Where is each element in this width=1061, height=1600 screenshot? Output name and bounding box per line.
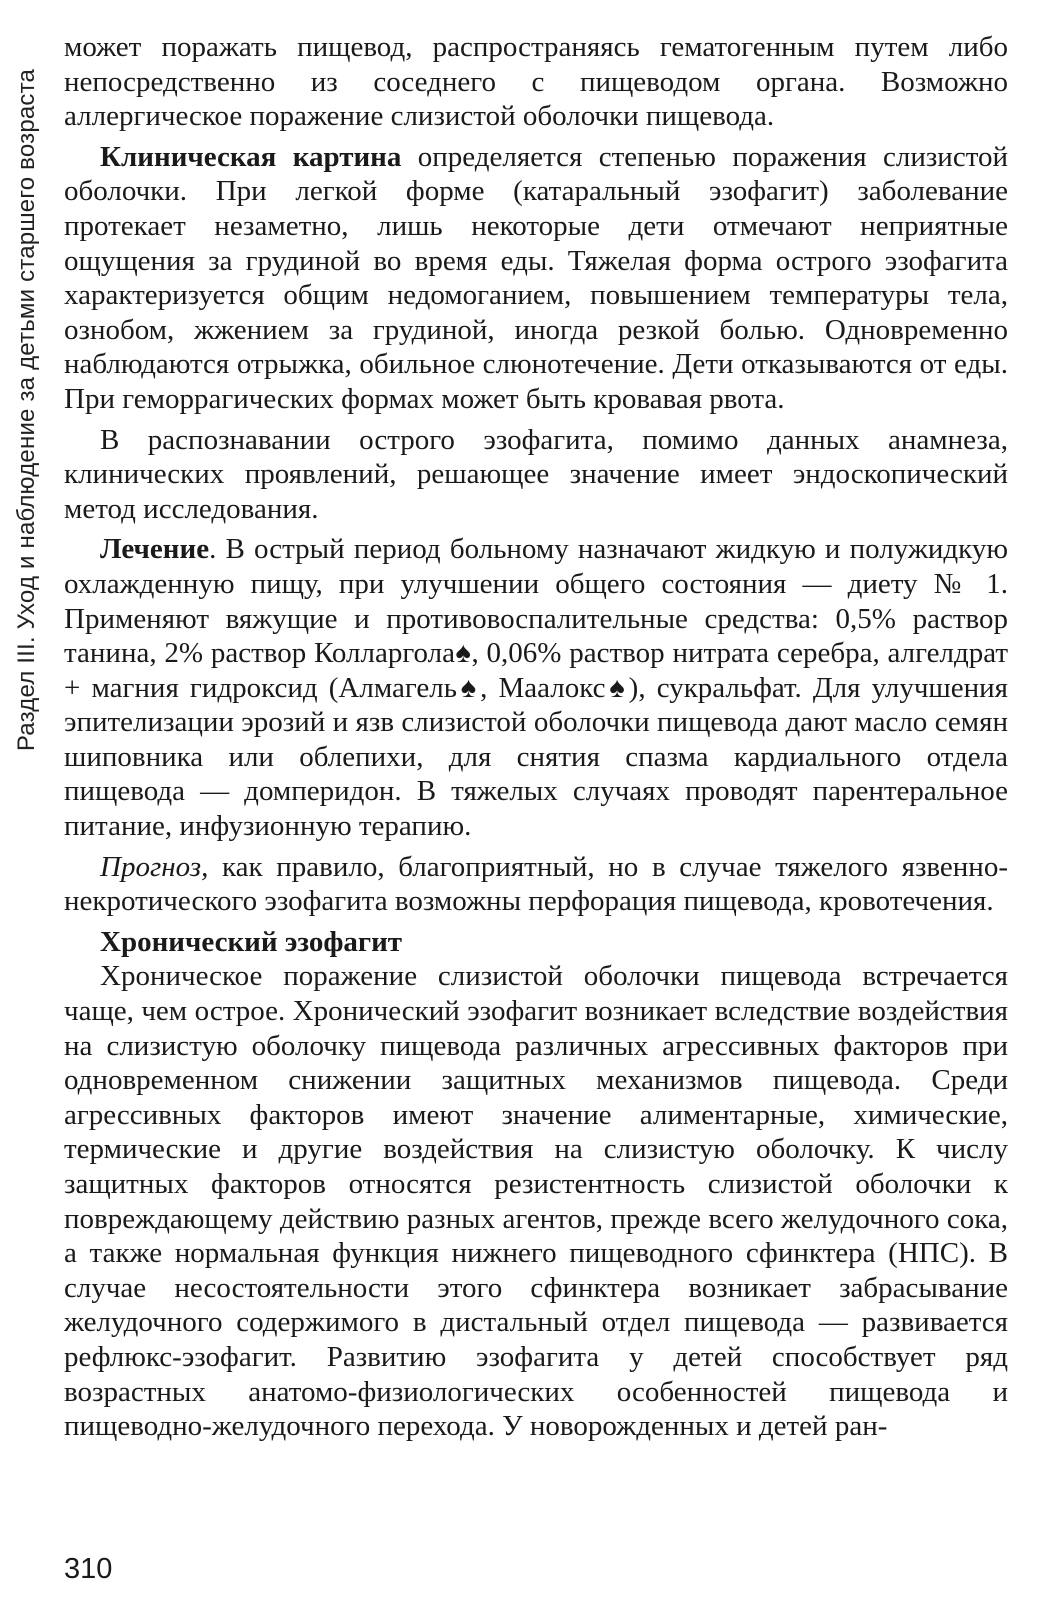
subheading-chronic-esophagitis: Хронический эзофагит — [100, 925, 403, 958]
paragraph-lead-treatment: Лечение — [100, 533, 210, 566]
section-title: Раздел III. Уход и наблюдение за детьми старшего возраста — [13, 68, 40, 752]
paragraph-lead-prognosis: Прогноз, — [100, 850, 209, 883]
paragraph-lead-clinical: Клиническая картина — [100, 140, 402, 173]
paragraph-clinical-picture — [64, 140, 1008, 417]
paragraph-chronic: Хроническое поражение слизистой оболочки пищевода встречается чаще, чем острое. Хронический эзофагит возникает вследствие воздействия на слизистую оболочку пищевода различных агрессивных факторов при одновременном снижении защитных механизмов пищевода. Среди агрессивных факторов имеют значение алиментарные, химические, термические и другие воздействия на слизистую оболочку. К числу защитных факторов относятся резистентность слизистой оболочки к повреждающему действию разных агентов, прежде всего желудочного сока, а также нормальная функция нижнего пищеводного сфинктера (НПС). В случае несостоятельности этого сфинктера возникает забрасывание желудочного содержимого в дистальный отдел пищевода — развивается рефлюкс-эзофагит. Развитию эзофагита у детей способствует ряд возрастных анатомо-физиологических особенностей пищевода и пищеводно-желудочного перехода. У новорожденных и детей ран- — [64, 960, 1008, 1443]
paragraph-text-treatment: . В острый период больному назначают жидкую и полужидкую охлажденную пищу, при улучшении общего состояния — диету № 1. Применяют вяжущие и противовоспалительные средства: 0,5% раствор танина, 2% раствор Колларгола♠, 0,06% раствор нитрата серебра, алгелдрат + магния гидроксид (Алмагель♠, Маалокс♠), сукральфат. Для улучшения эпителизации эрозий и язв слизистой оболочки пищевода дают масло семян шиповника или облепихи, для снятия спазма кардиального отдела пищевода — домперидон. В тяжелых случаях проводят парентеральное питание, инфузионную терапию. — [64, 533, 1008, 843]
paragraph-text-clinical: определяется степенью поражения слизистой оболочки. При легкой форме (катаральный эзофагит) заболевание протекает незаметно, лишь некоторые дети отмечают неприятные ощущения за грудиной во время еды. Тяжелая форма острого эзофагита характеризуется общим недомоганием, повышением температуры тела, ознобом, жжением за грудиной, иногда резкой болью. Одновременно наблюдаются отрыжка, обильное слюнотечение. Дети отказываются от еды. При геморрагических формах может быть кровавая рвота. — [64, 140, 1009, 415]
page-body — [64, 30, 1008, 1450]
paragraph-prognosis — [64, 850, 1008, 919]
page-number: 310 — [64, 1553, 113, 1585]
paragraph-text-prognosis: как правило, благоприятный, но в случае тяжелого язвенно-некротического эзофагита возможны перфорация пищевода, кровотечения. — [64, 850, 1008, 918]
paragraph-1: может поражать пищевод, распространяясь гематогенным путем либо непосредственно из соседнего с пищеводом органа. Возможно аллергическое поражение слизистой оболочки пищевода. — [64, 31, 1008, 133]
running-header — [6, 30, 48, 790]
paragraph-treatment — [64, 532, 1008, 843]
paragraph-diagnosis: В распознавании острого эзофагита, помимо данных анамнеза, клинических проявлений, решающее значение имеет эндоскопический метод исследования. — [64, 423, 1008, 525]
